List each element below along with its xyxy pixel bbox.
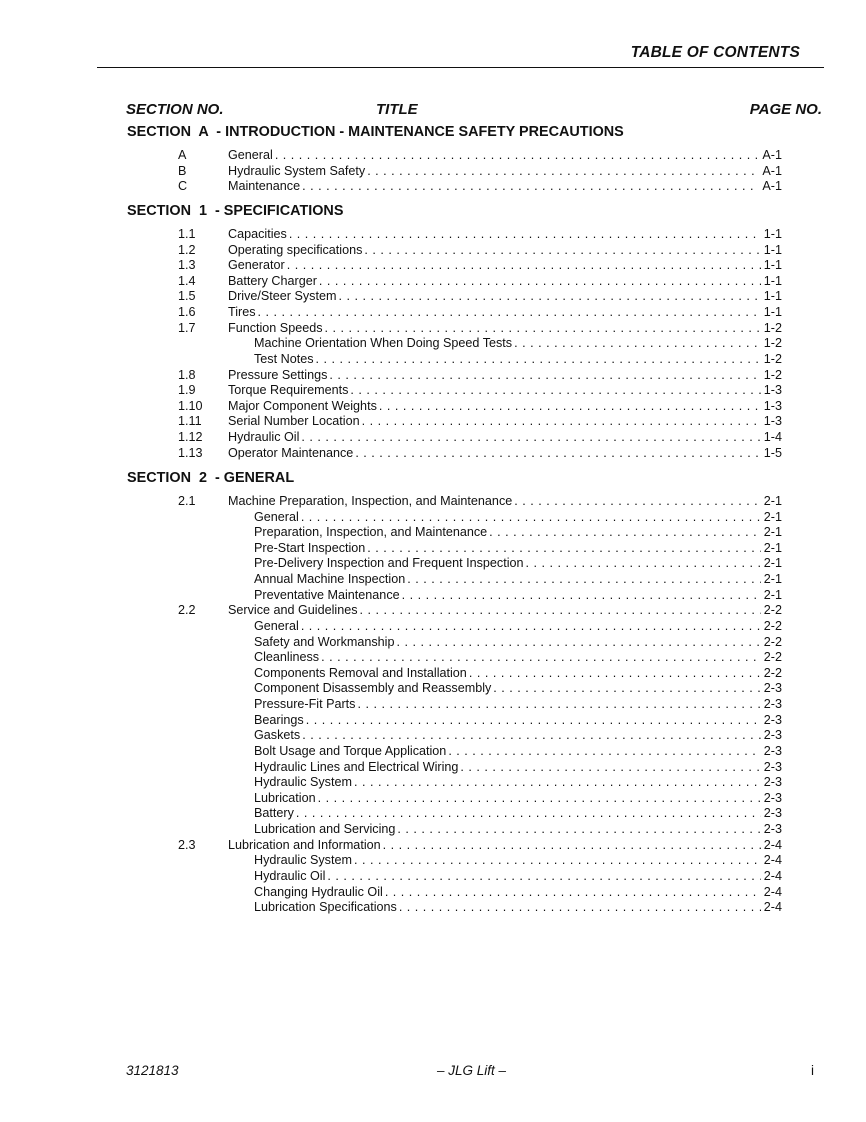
dot-leader xyxy=(301,510,761,524)
entry-title: General xyxy=(254,618,299,633)
entry-page: 2-3 xyxy=(763,759,782,774)
entry-title: Hydraulic System xyxy=(254,853,352,868)
entry-title: Function Speeds xyxy=(228,320,323,335)
entry-title: General xyxy=(254,509,299,524)
entry-title: Lubrication Specifications xyxy=(254,900,397,915)
toc-entry[interactable] xyxy=(0,885,866,901)
entry-number: 1.12 xyxy=(178,430,203,445)
toc-entry[interactable] xyxy=(0,541,866,557)
entry-page: 2-3 xyxy=(763,775,782,790)
entry-title: Capacities xyxy=(228,227,287,241)
entry-title: Service and Guidelines xyxy=(228,603,358,618)
entry-title: Pre-Delivery Inspection and Frequent Inspection xyxy=(254,556,524,571)
toc-entry[interactable] xyxy=(0,179,866,195)
section-heading: SECTION 1 - SPECIFICATIONS xyxy=(127,203,344,219)
toc-entry[interactable] xyxy=(0,227,866,243)
entry-title: Preparation, Inspection, and Maintenance xyxy=(254,525,488,540)
toc-entry[interactable] xyxy=(0,510,866,526)
toc-entry[interactable] xyxy=(0,243,866,259)
dot-leader xyxy=(301,430,760,444)
entry-title: Lubrication and Information xyxy=(228,837,381,852)
entry-number: 2.3 xyxy=(178,837,196,852)
entry-number: 2.2 xyxy=(178,603,196,618)
entry-page: 2-1 xyxy=(763,587,782,602)
dot-leader xyxy=(407,572,761,586)
entry-title: Operating specifications xyxy=(228,242,363,257)
dot-leader xyxy=(287,258,761,272)
dot-leader xyxy=(301,619,761,633)
dot-leader xyxy=(338,289,760,303)
entry-number: 1.2 xyxy=(178,242,196,257)
entry-page: 1-5 xyxy=(763,445,782,460)
toc-entry[interactable] xyxy=(0,603,866,619)
entry-number: 1.10 xyxy=(178,398,203,413)
toc-entry[interactable] xyxy=(0,713,866,729)
entry-page: 1-2 xyxy=(763,367,782,382)
entry-page: 2-4 xyxy=(763,900,782,915)
dot-leader xyxy=(321,650,761,664)
toc-entry[interactable] xyxy=(0,164,866,180)
toc-entry[interactable] xyxy=(0,414,866,430)
entry-number: A xyxy=(178,148,187,162)
entry-number: C xyxy=(178,179,188,194)
entry-title: Pressure-Fit Parts xyxy=(254,697,356,712)
header-divider xyxy=(97,67,824,68)
entry-page: 2-3 xyxy=(763,681,782,696)
entry-title: Battery Charger xyxy=(228,273,317,288)
entry-number: 1.3 xyxy=(178,258,196,273)
toc-entry[interactable] xyxy=(0,368,866,384)
toc-entry[interactable] xyxy=(0,806,866,822)
entry-number: 2.1 xyxy=(178,494,196,508)
entry-title: Annual Machine Inspection xyxy=(254,572,406,587)
dot-leader xyxy=(354,853,761,867)
entry-title: General xyxy=(228,148,273,162)
toc-entry[interactable] xyxy=(0,681,866,697)
entry-title: Bearings xyxy=(254,712,304,727)
entry-page: 2-3 xyxy=(763,728,782,743)
entry-number: 1.5 xyxy=(178,289,196,304)
entry-number: 1.6 xyxy=(178,305,196,320)
toc-entry[interactable] xyxy=(0,430,866,446)
toc-entry[interactable] xyxy=(0,900,866,916)
dot-leader xyxy=(526,556,761,570)
section-heading: SECTION A - INTRODUCTION - MAINTENANCE SAFETY PRECAUTIONS xyxy=(127,124,624,140)
dot-leader xyxy=(325,321,761,335)
dot-leader xyxy=(318,791,761,805)
entry-title: Component Disassembly and Reassembly xyxy=(254,681,492,696)
entry-page: A-1 xyxy=(762,179,782,194)
entry-page: 1-1 xyxy=(763,289,782,304)
column-heading-section: SECTION NO. xyxy=(126,101,224,118)
toc-entry[interactable] xyxy=(0,635,866,651)
entry-page: 1-1 xyxy=(763,242,782,257)
toc-entry[interactable] xyxy=(0,697,866,713)
dot-leader xyxy=(296,806,761,820)
entry-page: 2-2 xyxy=(763,650,782,665)
entry-title: Hydraulic Oil xyxy=(254,868,326,883)
entry-page: 2-2 xyxy=(763,603,782,618)
entry-page: 2-1 xyxy=(763,572,782,587)
entry-number: 1.8 xyxy=(178,367,196,382)
entry-number: 1.7 xyxy=(178,320,196,335)
dot-leader xyxy=(448,744,760,758)
toc-entry[interactable] xyxy=(0,352,866,368)
entry-title: Maintenance xyxy=(228,179,301,194)
entry-title: Machine Orientation When Doing Speed Tests xyxy=(254,336,513,351)
dot-leader xyxy=(350,383,760,397)
entry-page: 1-3 xyxy=(763,398,782,413)
entry-title: Generator xyxy=(228,258,285,273)
toc-entry[interactable] xyxy=(0,775,866,791)
entry-title: Hydraulic System xyxy=(254,775,352,790)
entry-title: Hydraulic Lines and Electrical Wiring xyxy=(254,759,459,774)
dot-leader xyxy=(379,399,761,413)
entry-number: 1.4 xyxy=(178,273,196,288)
document-number: 3121813 xyxy=(126,1063,179,1078)
entry-page: 2-4 xyxy=(763,868,782,883)
entry-title: Bolt Usage and Torque Application xyxy=(254,743,447,758)
entry-page: 2-2 xyxy=(763,634,782,649)
entry-title: Pre-Start Inspection xyxy=(254,540,366,555)
entry-title: Preventative Maintenance xyxy=(254,587,400,602)
dot-leader xyxy=(316,352,761,366)
entry-title: Cleanliness xyxy=(254,650,320,665)
toc-entry[interactable] xyxy=(0,760,866,776)
entry-title: Hydraulic Oil xyxy=(228,430,300,445)
entry-page: 1-1 xyxy=(763,305,782,320)
toc-entry[interactable] xyxy=(0,305,866,321)
toc-entry[interactable] xyxy=(0,274,866,290)
entry-title: Test Notes xyxy=(254,351,314,366)
entry-page: 1-2 xyxy=(763,351,782,366)
entry-number: 1.13 xyxy=(178,445,203,460)
footer-brand: – JLG Lift – xyxy=(437,1063,507,1078)
toc-entry[interactable] xyxy=(0,148,866,164)
dot-leader xyxy=(327,869,760,883)
toc-entry[interactable] xyxy=(0,336,866,352)
entry-number: 1.9 xyxy=(178,383,196,398)
entry-title: Drive/Steer System xyxy=(228,289,337,304)
entry-page: 2-4 xyxy=(763,837,782,852)
dot-leader xyxy=(399,900,761,914)
entry-title: Machine Preparation, Inspection, and Maintenance xyxy=(228,494,513,508)
entry-page: 2-3 xyxy=(763,806,782,821)
section-heading: SECTION 2 - GENERAL xyxy=(127,470,295,486)
dot-leader xyxy=(489,525,761,539)
dot-leader xyxy=(319,274,761,288)
dot-leader xyxy=(302,728,761,742)
entry-page: 1-3 xyxy=(763,414,782,429)
entry-title: Lubrication and Servicing xyxy=(254,822,396,837)
toc-entry[interactable] xyxy=(0,572,866,588)
entry-page: 2-3 xyxy=(763,743,782,758)
dot-leader xyxy=(514,494,761,508)
toc-entry[interactable] xyxy=(0,666,866,682)
entry-page: 2-3 xyxy=(763,712,782,727)
dot-leader xyxy=(354,775,761,789)
toc-entry[interactable] xyxy=(0,619,866,635)
entry-title: Safety and Workmanship xyxy=(254,634,395,649)
entry-number: 1.11 xyxy=(178,414,202,429)
toc-entry[interactable] xyxy=(0,383,866,399)
entry-page: 2-1 xyxy=(763,556,782,571)
entry-page: 2-1 xyxy=(763,540,782,555)
entry-page: 1-1 xyxy=(763,273,782,288)
toc-entry[interactable] xyxy=(0,399,866,415)
entry-title: Changing Hydraulic Oil xyxy=(254,884,383,899)
entry-title: Battery xyxy=(254,806,294,821)
entry-page: 1-1 xyxy=(763,227,782,241)
dot-leader xyxy=(355,446,760,460)
toc-entry[interactable] xyxy=(0,853,866,869)
entry-page: 1-2 xyxy=(763,320,782,335)
toc-entry[interactable] xyxy=(0,289,866,305)
toc-entry[interactable] xyxy=(0,822,866,838)
entry-page: 2-1 xyxy=(763,509,782,524)
entry-title: Major Component Weights xyxy=(228,398,377,413)
entry-title: Gaskets xyxy=(254,728,301,743)
dot-leader xyxy=(493,681,761,695)
dot-leader xyxy=(258,305,761,319)
column-heading-title: TITLE xyxy=(376,101,418,118)
toc-entry[interactable] xyxy=(0,494,866,510)
entry-page: A-1 xyxy=(762,148,782,162)
dot-leader xyxy=(367,541,761,555)
dot-leader xyxy=(329,368,760,382)
entry-title: Hydraulic System Safety xyxy=(228,163,366,178)
entry-page: 1-1 xyxy=(763,258,782,273)
dot-leader xyxy=(275,148,760,162)
dot-leader xyxy=(364,243,760,257)
dot-leader xyxy=(367,164,759,178)
entry-title: Components Removal and Installation xyxy=(254,665,467,680)
dot-leader xyxy=(397,822,760,836)
dot-leader xyxy=(385,885,761,899)
dot-leader xyxy=(469,666,761,680)
toc-entry[interactable] xyxy=(0,728,866,744)
dot-leader xyxy=(460,760,760,774)
entry-title: Torque Requirements xyxy=(228,383,349,398)
entry-page: 2-2 xyxy=(763,665,782,680)
toc-entry[interactable] xyxy=(0,525,866,541)
toc-entry[interactable] xyxy=(0,650,866,666)
dot-leader xyxy=(362,414,761,428)
page-title: TABLE OF CONTENTS xyxy=(630,44,800,61)
dot-leader xyxy=(302,179,759,193)
entry-page: 1-4 xyxy=(763,430,782,445)
toc-entry[interactable] xyxy=(0,446,866,462)
dot-leader xyxy=(396,635,760,649)
dot-leader xyxy=(306,713,761,727)
dot-leader xyxy=(402,588,761,602)
dot-leader xyxy=(360,603,761,617)
entry-page: 2-4 xyxy=(763,853,782,868)
toc-entry[interactable] xyxy=(0,556,866,572)
entry-title: Tires xyxy=(228,305,256,320)
page-number: i xyxy=(811,1063,814,1078)
entry-page: 2-4 xyxy=(763,884,782,899)
entry-title: Pressure Settings xyxy=(228,367,328,382)
dot-leader xyxy=(357,697,760,711)
entry-page: 2-3 xyxy=(763,790,782,805)
entry-page: 2-3 xyxy=(763,697,782,712)
entry-page: A-1 xyxy=(762,163,782,178)
entry-title: Serial Number Location xyxy=(228,414,360,429)
dot-leader xyxy=(289,227,761,241)
entry-title: Operator Maintenance xyxy=(228,445,354,460)
dot-leader xyxy=(383,838,761,852)
toc-entry[interactable] xyxy=(0,869,866,885)
dot-leader xyxy=(514,336,761,350)
entry-page: 2-3 xyxy=(763,822,782,837)
entry-number: 1.1 xyxy=(178,227,196,241)
toc-entry[interactable] xyxy=(0,258,866,274)
entry-page: 2-1 xyxy=(763,494,782,508)
toc-entry[interactable] xyxy=(0,321,866,337)
column-heading-page: PAGE NO. xyxy=(749,101,822,118)
toc-entry[interactable] xyxy=(0,588,866,604)
entry-page: 1-2 xyxy=(763,336,782,351)
entry-page: 2-2 xyxy=(763,618,782,633)
entry-page: 1-3 xyxy=(763,383,782,398)
toc-entry[interactable] xyxy=(0,744,866,760)
entry-number: B xyxy=(178,163,187,178)
entry-title: Lubrication xyxy=(254,790,316,805)
entry-page: 2-1 xyxy=(763,525,782,540)
toc-entry[interactable] xyxy=(0,791,866,807)
toc-entry[interactable] xyxy=(0,838,866,854)
